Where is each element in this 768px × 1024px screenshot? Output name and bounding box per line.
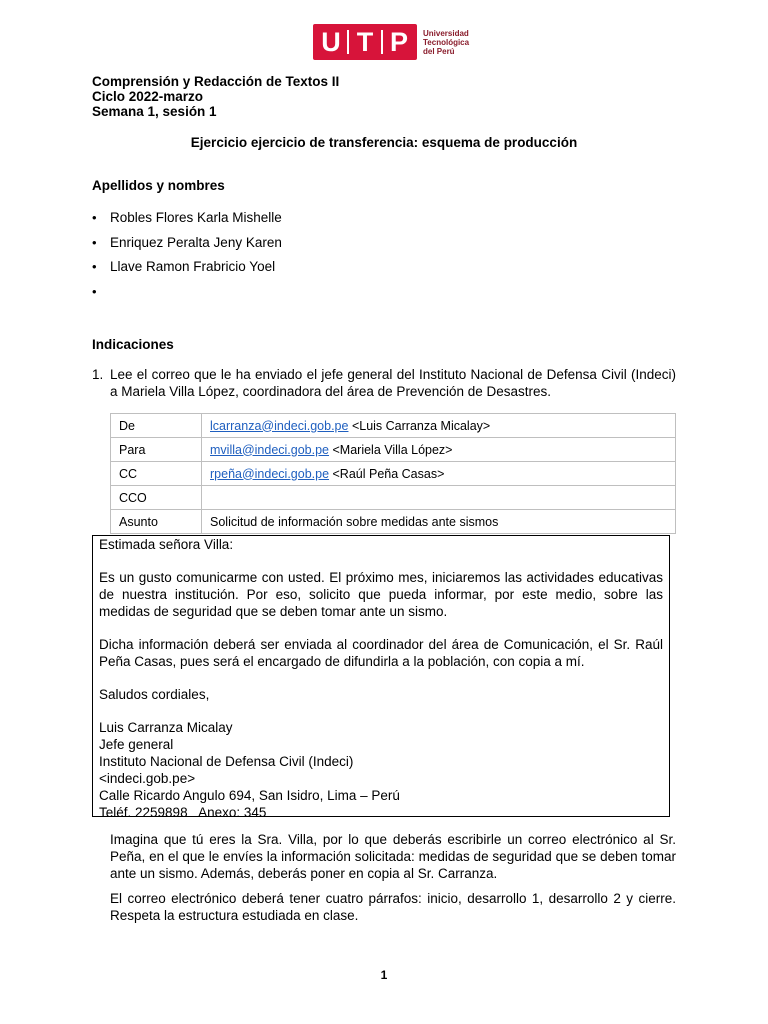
contact-name: <Mariela Villa López> [329,442,453,457]
logo-letter-t: T [356,27,374,57]
logo-separator [381,30,383,54]
list-item [92,283,282,308]
email-body-box [92,535,670,820]
contact-name: <Luis Carranza Micalay> [348,418,491,433]
signature-phone: Teléf. 2259898 Anexo: 345 [99,805,267,820]
blank-line [99,620,663,636]
field-label: Para [111,438,202,462]
field-value [202,438,676,462]
item-number: 1. [92,367,104,382]
field-value: Solicitud de información sobre medidas ante sismos [202,510,676,534]
logo-letter-u: U [321,27,341,57]
course-header [92,74,339,119]
field-label: CC [111,462,202,486]
email-link[interactable]: rpeña@indeci.gob.pe [210,466,330,481]
blank-line [99,670,663,686]
signature-org: Instituto Nacional de Defensa Civil (Indeci) [99,754,354,769]
email-link[interactable]: lcarranza@indeci.gob.pe [210,418,349,433]
signature-web: <indeci.gob.pe> [99,771,196,786]
field-label: CCO [111,486,202,510]
logo-letter-p: P [389,27,408,57]
table-row [111,438,676,462]
course-week: Semana 1, sesión 1 [92,104,217,119]
signature-address: Calle Ricardo Angulo 694, San Isidro, Lima – Perú [99,788,400,803]
names-list [92,209,282,307]
blank-line [99,703,663,719]
list-item: • Llave Ramon Frabricio Yoel [92,258,282,283]
field-value [202,462,676,486]
field-value [202,414,676,438]
field-label: Asunto [111,510,202,534]
utp-logo [313,24,469,60]
email-link[interactable]: mvilla@indeci.gob.pe [210,442,330,457]
document-title: Ejercicio ejercicio de transferencia: esquema de producción [190,135,578,150]
task-paragraph: Imagina que tú eres la Sra. Villa, por lo que deberás escribirle un correo electrónico al Sr. Peña, en el que le envíes la información solicitada: medidas de seguridad que se deben tomar ante un sismo. Además, deberás poner en copia al Sr. Carranza. [110,832,676,881]
page-number: 1 [380,968,388,982]
list-item: • Enriquez Peralta Jeny Karen [92,234,282,259]
field-value [202,486,676,510]
instruction-item [92,366,676,400]
email-paragraph: Es un gusto comunicarme con usted. El próximo mes, iniciaremos las actividades educativas de nuestra institución. Por eso, solicito que pueda informar, por este medio, sobre las medidas de seguridad que se deben tomar ante un sismo. [99,570,663,619]
email-closing: Saludos cordiales, [99,687,210,702]
logo-block [313,24,417,60]
email-paragraph: Dicha información deberá ser enviada al coordinador del área de Comunicación, el Sr. Raúl Peña Casas, pues será el encargado de difundirla a la población, con copia a mí. [99,637,663,669]
table-row [111,414,676,438]
task-instructions [110,831,676,932]
contact-name: <Raúl Peña Casas> [329,466,445,481]
table-row [111,510,676,534]
logo-line: Tecnológica [423,37,470,47]
logo-separator [347,30,349,54]
blank-line [99,553,663,569]
email-greeting: Estimada señora Villa: [99,537,234,552]
signature-title: Jefe general [99,737,174,752]
indications-heading: Indicaciones [92,337,174,352]
field-label: De [111,414,202,438]
logo-line: del Perú [423,46,455,56]
names-heading: Apellidos y nombres [92,178,225,193]
table-row [111,462,676,486]
table-row [111,486,676,510]
item-text: Lee el correo que le ha enviado el jefe general del Instituto Nacional de Defensa Civil (Indeci) a Mariela Villa López, coordinadora del área de Prevención de Desastres. [110,367,676,399]
course-cycle: Ciclo 2022-marzo [92,89,204,104]
logo-line: Universidad [423,28,469,38]
signature-name: Luis Carranza Micalay [99,720,233,735]
list-item: • Robles Flores Karla Mishelle [92,209,282,234]
task-paragraph: El correo electrónico deberá tener cuatro párrafos: inicio, desarrollo 1, desarrollo 2 y cierre. Respeta la estructura estudiada en clase. [110,891,676,923]
logo-text [423,29,469,56]
email-header-table [110,413,676,534]
course-name: Comprensión y Redacción de Textos II [92,74,340,89]
